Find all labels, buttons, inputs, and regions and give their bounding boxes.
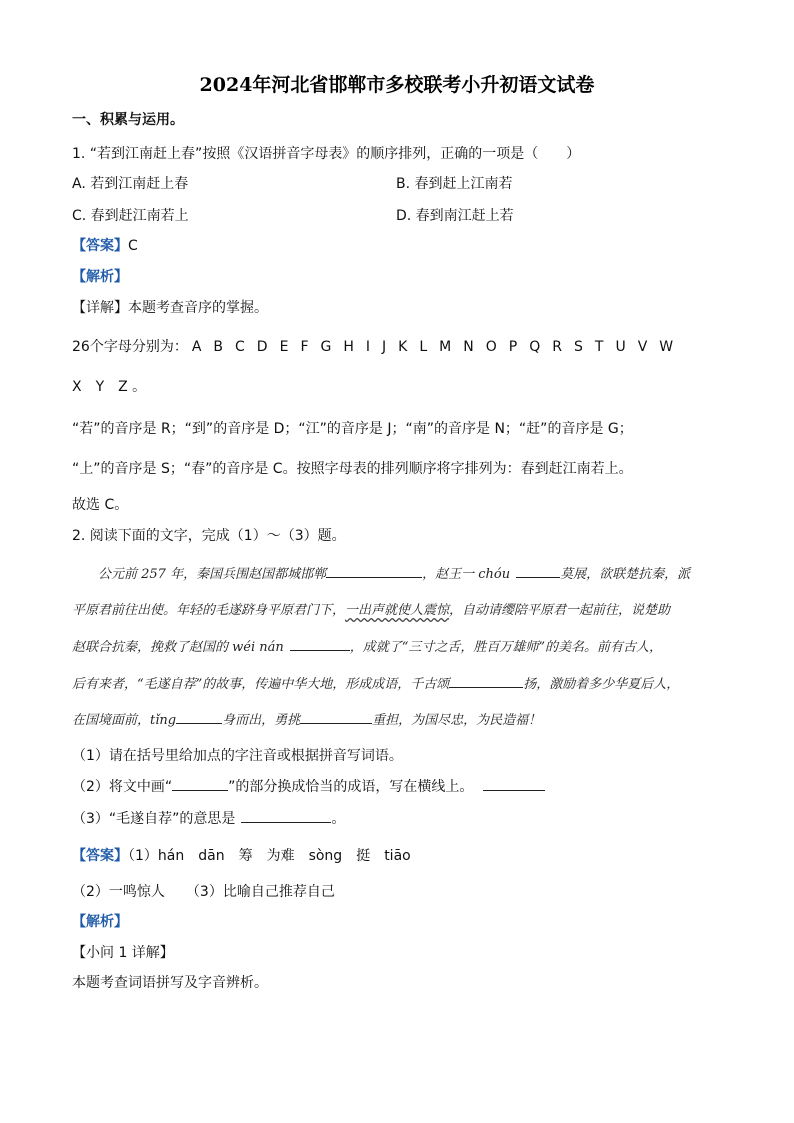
letter: U (615, 339, 626, 355)
analysis-tag: 【解析】 (72, 914, 128, 930)
fill-blank (290, 638, 350, 651)
letter: I (365, 339, 371, 355)
sub-question-text: ”的部分换成恰当的成语，写在横线上。 (228, 779, 474, 795)
letter: T (594, 339, 604, 355)
passage-text: ，成就了“三寸之舌，胜百万雄师”的美名。前有古人， (349, 640, 663, 655)
answer-tag: 【答案】 (72, 848, 128, 864)
fill-blank (300, 711, 372, 724)
passage-text: 重担，为国尽忠，为民造福！ (372, 713, 542, 728)
letter: Q (529, 339, 541, 355)
alphabet-line-2: X Y Z 。 (72, 379, 147, 395)
answer-blank (241, 810, 331, 823)
letter: L (419, 339, 428, 355)
detail-tag: 【详解】 (72, 300, 128, 316)
passage-text: 莫展，欲联楚抗秦，派 (560, 567, 691, 582)
answer-blank (483, 778, 545, 791)
letter: C (235, 339, 245, 355)
order-line-1: “若”的音序是 R；“到”的音序是 D；“江”的音序是 J；“南”的音序是 N；“赶”的音序是 G； (72, 421, 633, 437)
underlined-phrase: 一出声就使人震惊 (345, 603, 450, 618)
letter: O (485, 339, 497, 355)
passage-text: 后有来者，“毛遂自荐”的故事，传遍中华大地，形成成语，千古颂 (72, 677, 450, 692)
question-2-stem: 2. 阅读下面的文字，完成（1）～（3）题。 (72, 528, 346, 544)
letter: M (439, 339, 452, 355)
passage-line-4 (72, 673, 679, 692)
option-c: C. 春到赶江南若上 (72, 208, 189, 224)
answer-value: （1）hán dān 筹 为难 sòng 挺 tiāo (128, 848, 411, 864)
letter: K (398, 339, 408, 355)
q1-detail (72, 297, 268, 317)
option-b: B. 春到赶上江南若 (396, 176, 513, 192)
letter: W (659, 339, 674, 355)
letter: S (574, 339, 583, 355)
section-heading: 一、积累与运用。 (72, 112, 184, 128)
sub-question-1: （1）请在括号里给加点的字注音或根据拼音写词语。 (72, 748, 403, 764)
passage-text: 在国境面前，tǐng (72, 713, 177, 728)
passage-text: 赵联合抗秦，挽救了赵国的 wéi nán (72, 640, 284, 655)
passage-line-3 (72, 636, 662, 655)
alphabet-line-1 (72, 336, 685, 356)
sub-question-text: 。 (331, 811, 346, 827)
passage-text: 扬，激励着多少华夏后人， (523, 677, 680, 692)
detail-text: 本题考查音序的掌握。 (128, 300, 268, 316)
fill-blank (176, 711, 222, 724)
sub-question-text: （3）“毛遂自荐”的意思是 (72, 811, 236, 827)
letter: G (320, 339, 332, 355)
q1-conclusion: 故选 C。 (72, 497, 129, 513)
passage-text: 身而出，勇挑 (222, 713, 301, 728)
letter: B (213, 339, 224, 355)
option-d: D. 春到南江赶上若 (396, 208, 514, 224)
letter: N (463, 339, 474, 355)
passage-line-1 (98, 563, 690, 582)
passage-text: ，赵王一 chóu (422, 567, 511, 582)
passage-text: 平原君前往出使。年轻的毛遂跻身平原君门下， (72, 603, 346, 618)
passage-line-5 (72, 709, 541, 728)
option-a: A. 若到江南赶上春 (72, 176, 189, 192)
q1-answer (72, 235, 138, 255)
answer-tag: 【答案】 (72, 238, 128, 254)
letter: P (508, 339, 518, 355)
letter: J (382, 339, 387, 355)
letter: E (279, 339, 289, 355)
fill-blank (326, 565, 422, 578)
letters-prefix: 26个字母分别为： (72, 339, 188, 355)
exam-title: 2024年河北省邯郸市多校联考小升初语文试卷 (199, 74, 595, 96)
order-line-2: “上”的音序是 S；“春”的音序是 C。按照字母表的排列顺序将字排列为：春到赶江南若上。 (72, 461, 633, 477)
sub-question-3 (72, 808, 345, 828)
sub-question-text: （2）将文中画“ (72, 779, 173, 795)
analysis-tag: 【解析】 (72, 269, 128, 285)
answer-value: C (128, 238, 138, 254)
letter: F (300, 339, 309, 355)
q2-answer-2: （2）一鸣惊人 （3）比喻自己推荐自己 (72, 884, 335, 900)
q2-answer-1 (72, 845, 411, 865)
letter: V (637, 339, 648, 355)
small-question-tag: 【小问 1 详解】 (72, 945, 174, 961)
letter: H (343, 339, 354, 355)
fill-blank (449, 675, 523, 688)
passage-text: ，自动请缨陪平原君一起前往，说楚助 (449, 603, 671, 618)
fill-blank (172, 778, 228, 791)
letter: A (191, 339, 202, 355)
passage-line-2 (72, 599, 670, 618)
question-1-stem: 1. “若到江南赶上春”按照《汉语拼音字母表》的顺序排列，正确的一项是（ ） (72, 146, 581, 162)
letter: R (552, 339, 562, 355)
small-question-detail: 本题考查词语拼写及字音辨析。 (72, 975, 268, 991)
letter: D (256, 339, 268, 355)
passage-text: 公元前 257 年，秦国兵围赵国都城邯郸 (98, 567, 327, 582)
sub-question-2 (72, 776, 545, 796)
fill-blank (516, 565, 560, 578)
